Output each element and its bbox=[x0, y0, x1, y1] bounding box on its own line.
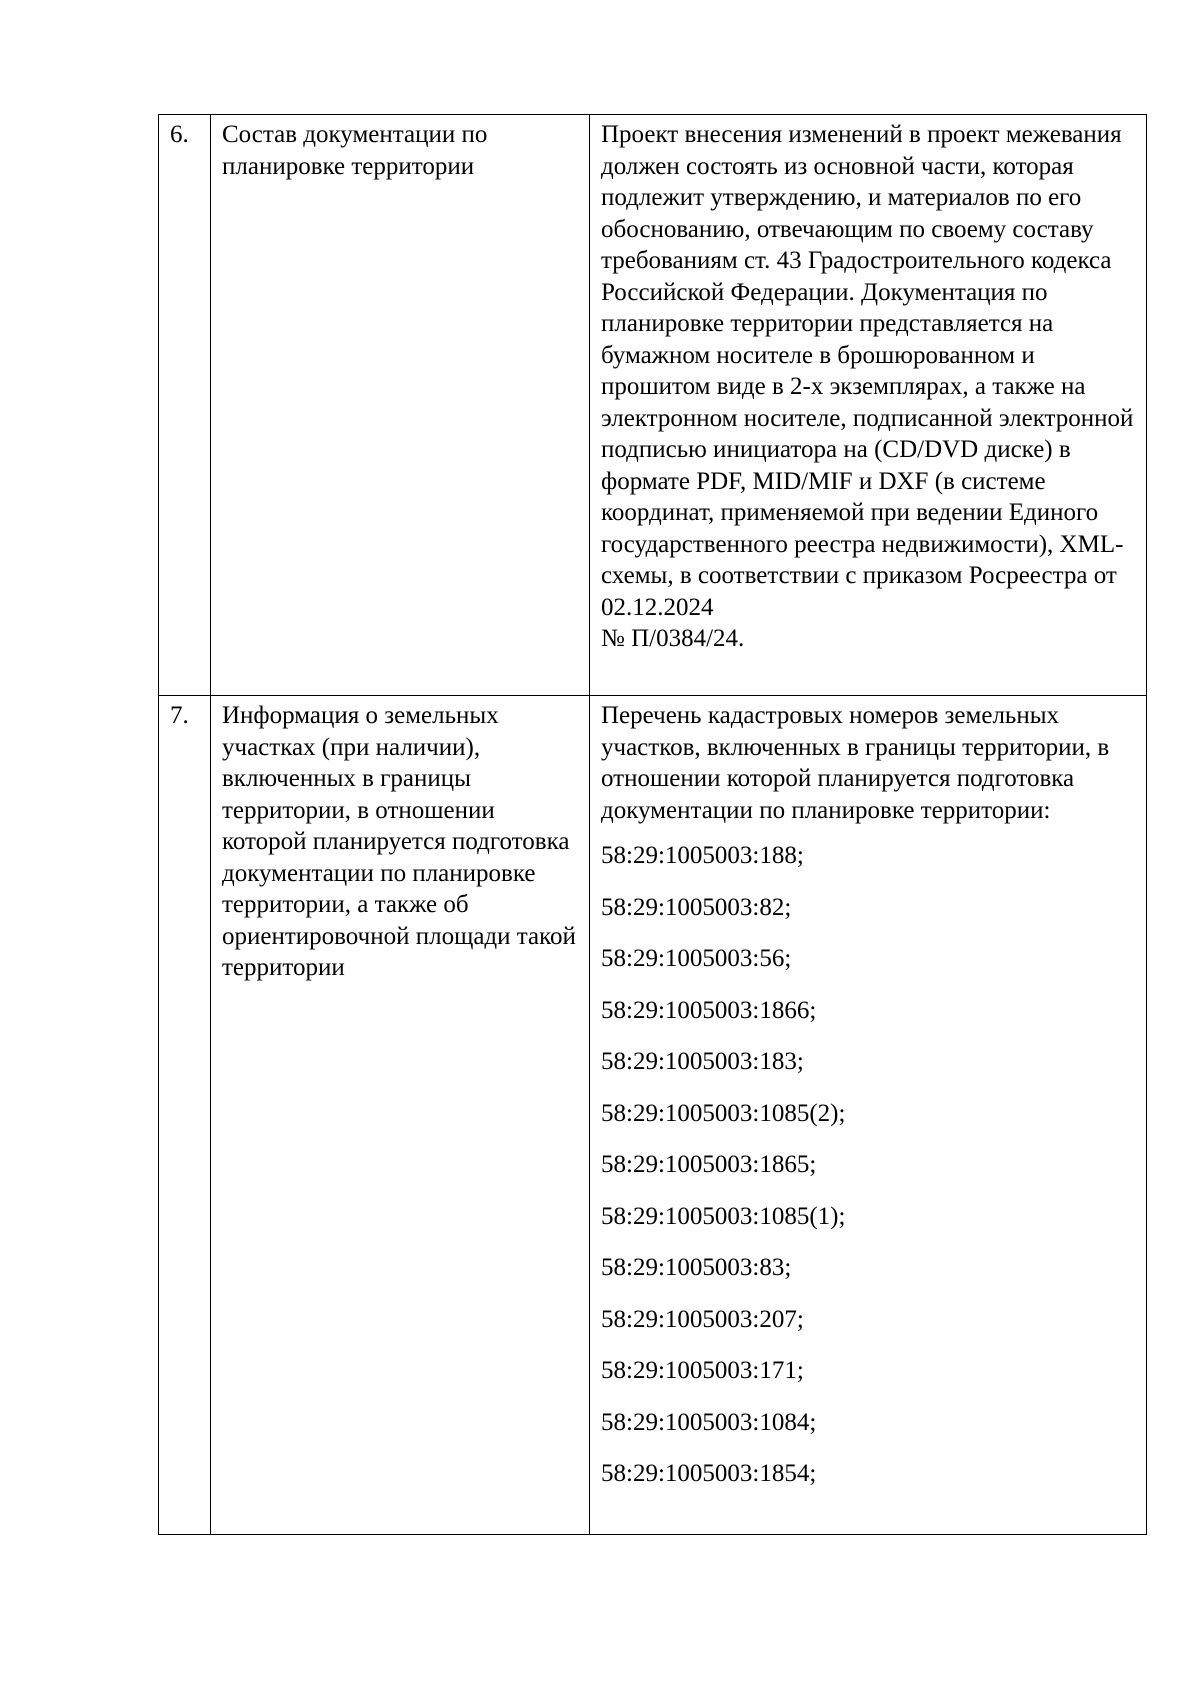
cadastral-number: 58:29:1005003:1866; bbox=[601, 996, 817, 1024]
parameter-text: Состав документации по планировке территории bbox=[222, 121, 488, 180]
table-row bbox=[159, 696, 1147, 1535]
content-cell bbox=[590, 696, 1147, 1535]
cadastral-number: 58:29:1005003:56; bbox=[601, 945, 792, 972]
cadastral-number: 58:29:1005003:207; bbox=[601, 1305, 804, 1333]
cadastral-number: 58:29:1005003:1084; bbox=[601, 1408, 817, 1436]
requirements-table bbox=[158, 114, 1147, 1535]
parameter-cell bbox=[211, 696, 590, 1535]
content-text: Проект внесения изменений в проект межевания должен состоять из основной части, которая подлежит утверждению, и материалов по его обоснованию, отвечающим по своему составу требованиям ст. 43 Градостроительного кодекса Российской Федерации. Документация по планировке территории представляется на бумажном носителе в брошюрованном и прошитом виде в 2-х экземплярах, а также на электронном носителе, подписанной электронной подписью инициатора на (CD/DVD диске) в формате PDF, MID/MIF и DXF (в системе координат, применяемой при ведении Единого государственного реестра недвижимости), XML-схемы, в соответствии с приказом Росреестра от 02.12.2024 bbox=[601, 121, 1134, 621]
cadastral-number-list bbox=[601, 836, 1136, 1510]
parameter-text: Информация о земельных участках (при наличии), включенных в границы территории, в отношении которой планируется подготовка документации по планировке территории, а также об ориентировочной площади такой территории bbox=[222, 702, 576, 981]
row-number: 7. bbox=[159, 696, 211, 1535]
cadastral-number: 58:29:1005003:1085(1); bbox=[601, 1202, 846, 1230]
cadastral-number: 58:29:1005003:83; bbox=[601, 1254, 792, 1281]
parameter-cell bbox=[211, 115, 590, 696]
cadastral-number: 58:29:1005003:171; bbox=[601, 1357, 804, 1384]
table-row bbox=[159, 115, 1147, 696]
content-cell bbox=[590, 115, 1147, 696]
cadastral-number: 58:29:1005003:1865; bbox=[601, 1151, 817, 1178]
cadastral-number: 58:29:1005003:1854; bbox=[601, 1460, 817, 1487]
cadastral-number: 58:29:1005003:188; bbox=[601, 842, 804, 869]
cadastral-number: 58:29:1005003:82; bbox=[601, 893, 792, 921]
row-number: 6. bbox=[159, 115, 211, 696]
content-text-tail: № П/0384/24. bbox=[601, 625, 745, 652]
cadastral-number: 58:29:1005003:1085(2); bbox=[601, 1099, 846, 1127]
content-intro-text: Перечень кадастровых номеров земельных участков, включенных в границы территории, в отношении которой планируется подготовка документации по планировке территории: bbox=[601, 702, 1110, 824]
cadastral-number: 58:29:1005003:183; bbox=[601, 1048, 804, 1075]
